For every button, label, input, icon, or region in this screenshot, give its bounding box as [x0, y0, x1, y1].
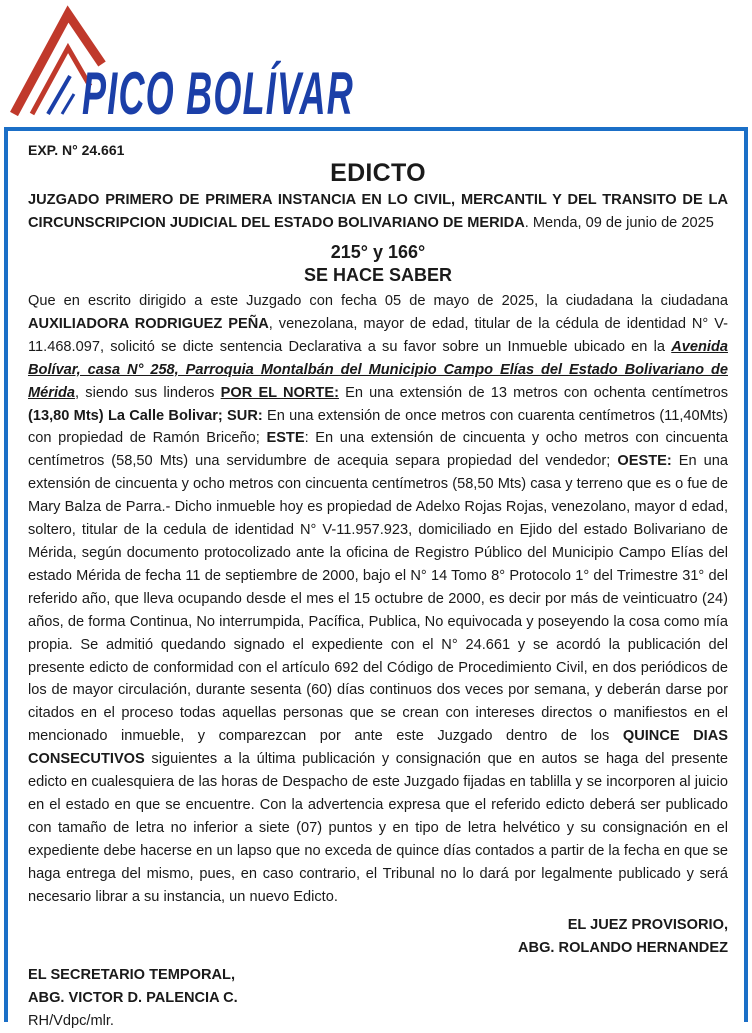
body-text-7: En una extensión de cincuenta y ocho metros con cincuenta centímetros (58,50 Mts) casa y terreno que es o fue de Mary Balza de Parra.- Dicho inmueble hoy es propiedad de Adelxo Rojas Rojas, venezolano, mayor d edad, soltero, titular de la cedula de identidad N° V-11.957.923, domiciliado en Ejido del estado Bolivariano de Mérida, según documento protocolizado ante la oficina de Registro Público del Municipio Campo Elías del estado Mérida de fecha 11 de septiembre de 2000, bajo el N° 14 Tomo 8° Protocolo 1° del Trimestre 31° del referido año, que lleva ocupando desde el mes el 15 octubre de 2000, es decir por más de veinticuatro (24) años, de forma Continua, No interrumpida, Pacífica, Publica, No equivocada y poseyendo la cosa como mía propia. Se admitió quedando signado el expediente con el N° 24.661 y se acordó la publicación del presente edicto de conformidad con el artículo 692 del Código de Procedimiento Civil, en dos periódicos de los de mayor circulación, durante sesenta (60) días continuos dos veces por semana, y deberán darse por citados en el proceso todas aquellas personas que se crean con intereses directos o manifiestos en el mencionado inmueble, y comparezcan por ante este Juzgado dentro de los: [28, 453, 729, 745]
boundary-north-label: POR EL NORTE:: [220, 384, 339, 401]
body-text-6: : En una extensión de cincuenta y ocho metros con cincuenta centímetros (58,50 Mts) una servidumbre de acequia separa propiedad del vendedor;: [28, 430, 728, 470]
secretary-title: EL SECRETARIO TEMPORAL,: [28, 967, 236, 984]
body-text-4: En una extensión de 13 metros con ochenta centímetros: [338, 384, 728, 401]
court-paragraph: [28, 189, 728, 235]
boundary-west-label: OESTE:: [617, 453, 672, 470]
edict-content: [28, 141, 728, 1033]
boundary-east-label: ESTE: [266, 430, 305, 447]
years-line: 215° y 166°: [330, 242, 426, 262]
case-number: EXP. N° 24.661: [28, 142, 125, 158]
edict-body: [28, 290, 728, 908]
edict-frame: [4, 127, 748, 1030]
logo-text: PICO BOLÍVAR: [82, 60, 354, 127]
body-text-8: siguientes a la última publicación y consignación que en autos se haga del presente edicto en cualesquiera de las horas de Despacho de este Juzgado fijadas en tablilla y se incorporen al juicio en el estado en que se encuentre. Con la advertencia expresa que el referido edicto deberá ser publicado con tamaño de letra no inferior a siete (07) puntos y en tipo de letra helvético y su consignación en el expediente debe hacerse en un lapso que no exceda de quince días contados a partir de la fecha en que se haga entrega del mismo, pues, en caso contrario, el Tribunal no lo dará por legalmente publicado y será necesario librar a su instancia, un nuevo Edicto.: [28, 751, 728, 905]
body-text-3: , siendo sus linderos: [75, 384, 221, 401]
newspaper-header: [0, 0, 752, 128]
pico-bolivar-logo: [10, 6, 360, 127]
body-text-1: Que en escrito dirigido a este Juzgado con fecha 05 de mayo de 2025, la ciudadana la ciudadana: [28, 293, 728, 309]
quince-dias: QUINCE DIAS CONSECUTIVOS: [28, 728, 728, 768]
court-name: JUZGADO PRIMERO DE PRIMERA INSTANCIA EN LO CIVIL, MERCANTIL Y DEL TRANSITO DE LA CIRCUNSCRIPCION JUDICIAL DEL ESTADO BOLIVARIANO DE MERIDA: [28, 192, 728, 231]
edict-title: EDICTO: [330, 159, 426, 187]
judge-title: EL JUEZ PROVISORIO,: [567, 917, 728, 934]
property-address: Avenida Bolívar, casa N° 258, Parroquia Montalbán del Municipio Campo Elías del Estado Bolivariano de Mérida: [28, 338, 728, 401]
body-text-5: En una extensión de once metros con cuarenta centímetros (11,40Mts) con propiedad de Ramón Briceño;: [28, 407, 728, 447]
secretary-signature: [28, 964, 728, 1010]
boundary-north-value: (13,80 Mts) La Calle Bolivar; SUR:: [28, 407, 263, 424]
court-date: . Menda, 09 de junio de 2025: [524, 215, 714, 231]
se-hace-saber-heading: SE HACE SABER: [303, 265, 453, 285]
initials: RH/Vdpc/mlr.: [28, 1013, 114, 1030]
secretary-name: ABG. VICTOR D. PALENCIA C.: [28, 990, 238, 1007]
body-text-2: , venezolana, mayor de edad, titular de la cédula de identidad N° V-11.468.097, solicitó se dicte sentencia Declarativa a su favor sobre un Inmueble ubicado en la: [28, 315, 728, 355]
judge-name: ABG. ROLANDO HERNANDEZ: [518, 940, 728, 957]
petitioner-name: AUXILIADORA RODRIGUEZ PEÑA: [28, 315, 269, 332]
judge-signature: [28, 914, 728, 960]
